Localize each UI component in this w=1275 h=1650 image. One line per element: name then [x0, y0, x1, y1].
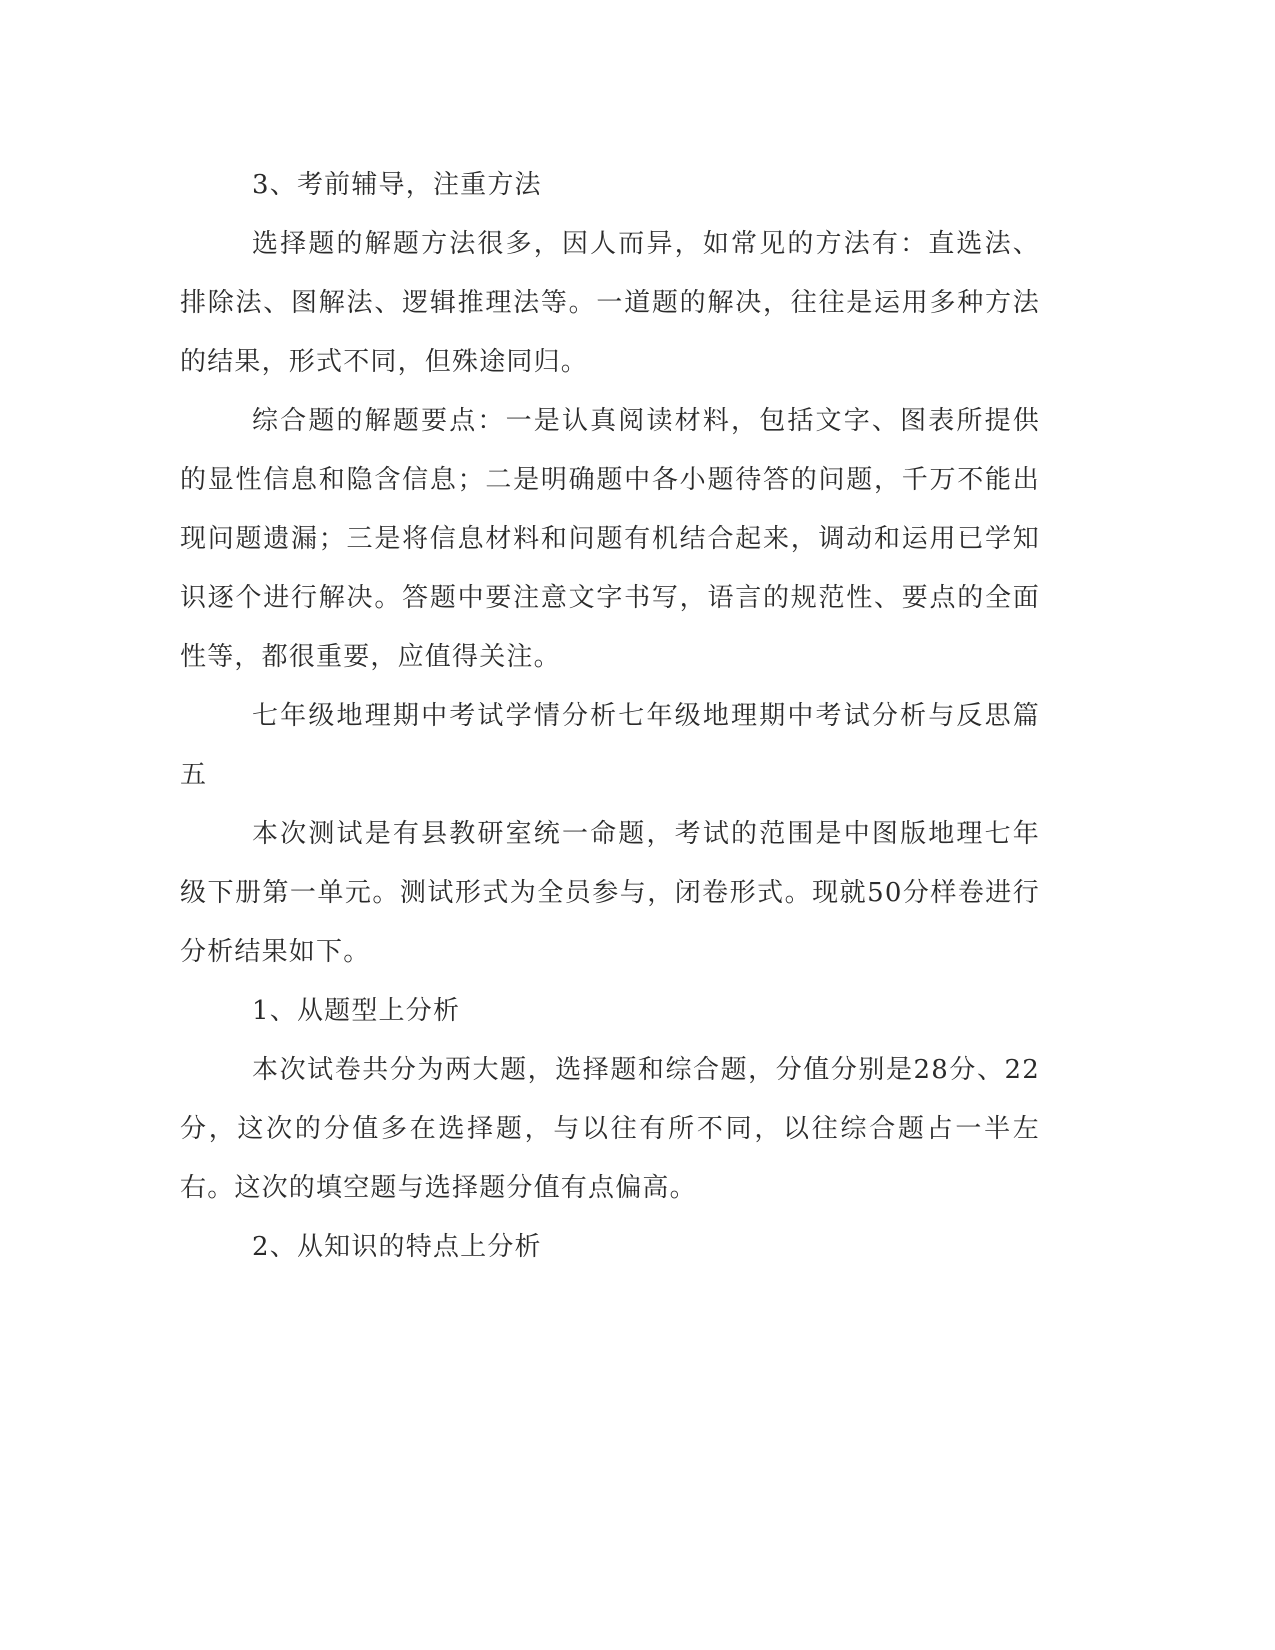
article-title: 七年级地理期中考试学情分析七年级地理期中考试分析与反思篇五	[180, 701, 1040, 790]
paragraph-test-overview: 本次测试是有县教研室统一命题，考试的范围是中图版地理七年级下册第一单元。测试形式为全员参与，闭卷形式。现就50分样卷进行分析结果如下。	[180, 819, 1040, 967]
document-body	[180, 156, 1040, 1277]
paragraph-multiple-choice-methods: 选择题的解题方法很多，因人而异，如常见的方法有：直选法、排除法、图解法、逻辑推理法等。一道题的解决，往往是运用多种方法的结果，形式不同，但殊途同归。	[180, 229, 1040, 377]
paragraph-question-type-analysis: 本次试卷共分为两大题，选择题和综合题，分值分别是28分、22分，这次的分值多在选择题，与以往有所不同，以往综合题占一半左右。这次的填空题与选择题分值有点偏高。	[180, 1055, 1040, 1203]
paragraph-comprehensive-question-tips: 综合题的解题要点：一是认真阅读材料，包括文字、图表所提供的显性信息和隐含信息；二是明确题中各小题待答的问题，千万不能出现问题遗漏；三是将信息材料和问题有机结合起来，调动和运用已学知识逐个进行解决。答题中要注意文字书写，语言的规范性、要点的全面性等，都很重要，应值得关注。	[180, 406, 1040, 672]
section-heading-knowledge-features: 2、从知识的特点上分析	[252, 1232, 542, 1262]
section-heading-question-types: 1、从题型上分析	[252, 996, 461, 1026]
section-heading-exam-guidance: 3、考前辅导，注重方法	[252, 170, 542, 200]
